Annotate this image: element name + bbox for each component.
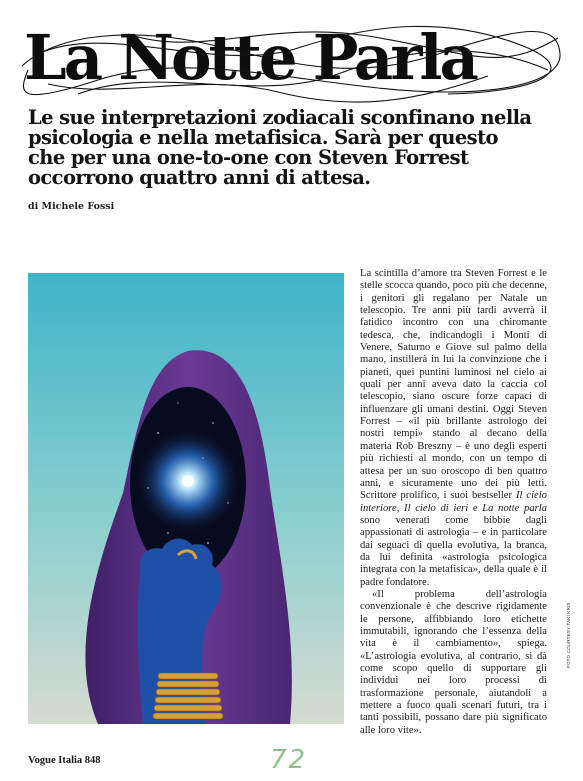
standfirst: Le sue interpretazioni zodiacali sconfinano nella psicologia e nella metafisica. Sarà per questo che per una one-to-one con Steven Forrest occorrono quattro anni di attesa. [28, 106, 532, 189]
book-title-1: Il cielo interiore [360, 490, 547, 514]
book-title-2: Il cielo di ieri [404, 502, 469, 514]
scribble-overlay [18, 14, 563, 106]
headline-block [18, 14, 563, 106]
byline: di Michele Fossi [28, 201, 115, 212]
magazine-issue: Vogue Italia 848 [28, 755, 101, 766]
body-paragraph-1 [360, 268, 547, 589]
page-number: 72 [270, 745, 308, 775]
body-p1-part-b: sono venerati come bibbie dagli appassionati di astrologia – e in particolare dai seguaci di quella evolutiva, la branca, da lui definita «astrologia psicologica integrata con la metafisica», della quale è il padre fondatore. [360, 514, 547, 588]
photo-credit: FOTO COURTESY TAKI KRIS [566, 602, 571, 668]
body-paragraph-2: «Il problema dell’astrologia convenzionale è che descrive rigidamente le persone, affibbiando loro etichette immutabili, ignorando che l’essenza della vita è il cambiamento», spiega. «L’astrologia evolutiva, al contrario, si dà come scopo quello di supportare gli individui nei loro processi di trasformazione personale, aiutandoli a mettere a fuoco quali scenari futuri, tra i tanti possibili, possano dare più significato alle loro vite». [360, 588, 547, 736]
book-title-3: La notte parla [482, 502, 548, 514]
separator-2: e [468, 502, 483, 514]
body-p1-part-a: La scintilla d’amore tra Steven Forrest e le stelle scocca quando, poco più che decenne, i genitori gli regalano per Natale un telescopio. Tre anni più tardi avverrà il fatidico incontro con una chiromante tedesca, che, indicandogli i Monti di Venere, Saturno e Giove sul palmo della mano, instillerà in lui la convinzione che i pianeti, quei puntini luminosi nel cielo ai quali per anni aveva dato la caccia col telescopio, siano oscure forze capaci di influenzare gli umani destini. Oggi Steven Forrest – «il più brillante astrologo dei nostri tempi» stando al decano della materia Rob Breszny – è uno degli esperti più richiesti al mondo, con un tempo di attesa per un suo oroscopo di ben quattro anni, e sicuramente uno dei più letti. Scrittore prolifico, i suoi bestseller [360, 268, 547, 502]
separator-1: , [396, 502, 405, 514]
star [182, 475, 194, 487]
article-body [360, 268, 547, 737]
hooded-figure-illustration [28, 273, 344, 724]
article-photo [28, 273, 344, 724]
headline: La Notte Parla [24, 21, 476, 94]
